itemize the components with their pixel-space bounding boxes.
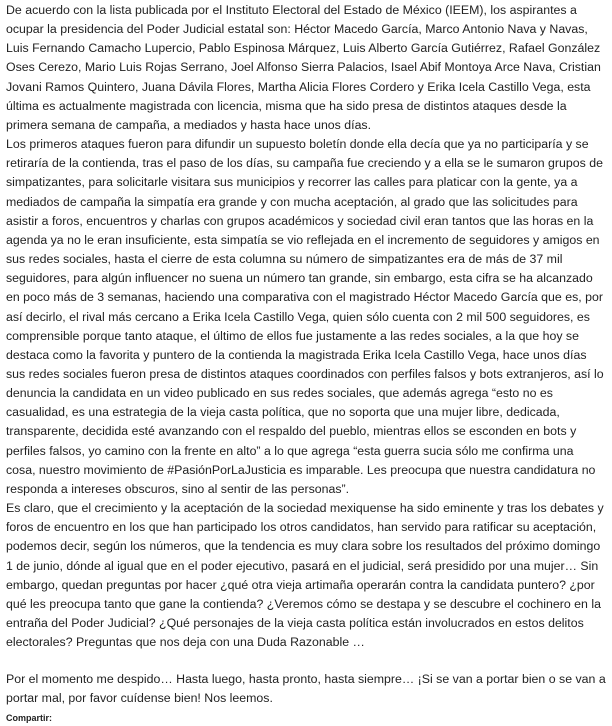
article-closing: Por el momento me despido… Hasta luego, hasta pronto, hasta siempre… ¡Si se van a portar bien o se van a portar mal, por favor cuídense bien! Nos leemos. (6, 672, 606, 706)
paragraph-spacer (6, 652, 606, 670)
share-label: Compartir: (6, 713, 53, 723)
article-paragraph: De acuerdo con la lista publicada por el Instituto Electoral del Estado de México (IEEM), los aspirantes a ocupar la presidencia del Poder Judicial estatal son: Héctor Macedo García, Marco Antonio Nava y Navas, Luis Fernando Camacho Lupercio, Pablo Espinosa Márquez, Luis Alberto García Gutiérrez, Rafael González Oses Cerezo, Mario Luis Rojas Serrano, Joel Alfonso Sierra Palacios, Isael Abif Montoya Arce Nava, Cristian Jovani Ramos Quintero, Juana Dávila Flores, Martha Alicia Flores Cordero y Erika Icela Castillo Vega, esta última es actualmente magistrada con licencia, misma que ha sido presa de distintos ataques desde la primera semana de campaña, a mediados y hasta hace unos días. (6, 3, 601, 132)
article-paragraph: Es claro, que el crecimiento y la aceptación de la sociedad mexiquense ha sido eminente y tras los debates y foros de encuentro en los que han participado los otros candidatos, han servido para ratificar su aceptación, podemos decir, según los números, que la tendencia es muy clara sobre los resultados del próximo domingo 1 de junio, dónde al igual que en el poder ejecutivo, pasará en el judicial, será presidido por una mujer… Sin embargo, quedan preguntas por hacer ¿qué otra vieja artimaña operarán contra la candidata puntero? ¿por qué les preocupa tanto que gane la contienda? ¿Veremos cómo se destapa y se descubre el cochinero en la entraña del Poder Judicial? ¿Qué personajes de la vieja casta política están involucrados en estos delitos electorales? Preguntas que nos deja con una Duda Razonable … (6, 501, 604, 650)
article-body (6, 1, 606, 709)
article-paragraph: Los primeros ataques fueron para difundir un supuesto boletín donde ella decía que ya no participaría y se retiraría de la contienda, tras el paso de los días, su campaña fue creciendo y a ella se le sumaron grupos de simpatizantes, para solicitarle visitara sus municipios y recorrer las calles para platicar con la gente, ya a mediados de campaña la simpatía era grande y con mucha aceptación, al grado que las solicitudes para asistir a foros, encuentros y charlas con grupos académicos y sociedad civil eran tantos que las horas en la agenda ya no le eran insuficiente, esta simpatía se vio reflejada en el incremento de seguidores y amigos en sus redes sociales, hasta el cierre de esta columna su número de simpatizantes era de más de 37 mil seguidores, para algún influencer no suena un número tan grande, sin embargo, esta cifra se ha alcanzado en poco más de 3 semanas, haciendo una comparativa con el magistrado Héctor Macedo García que es, por así decirlo, el rival más cercano a Erika Icela Castillo Vega, quien sólo cuenta con 2 mil 500 seguidores, es comprensible porque tanto ataque, el último de ellos fue justamente a las redes sociales, a la que hoy se destaca como la favorita y puntero de la contienda la magistrada Erika Icela Castillo Vega, hace unos días sus redes sociales fueron presa de distintos ataques coordinados con perfiles falsos y bots extranjeros, así lo denuncia la candidata en un video publicado en sus redes sociales, que además agrega “esto no es casualidad, es una estrategia de la vieja casta política, que no soporta que una mujer libre, dedicada, transparente, decidida esté avanzando con el respaldo del pueblo, mientras ellos se esconden en bots y perfiles falsos, yo camino con la frente en alto” a lo que agrega “esta guerra sucia sólo me confirma una cosa, nuestro movimiento de #PasiónPorLaJusticia es imparable. Les preocupa que nuestra candidatura no responda a intereses obscuros, sino al sentir de las personas”. (6, 137, 604, 496)
